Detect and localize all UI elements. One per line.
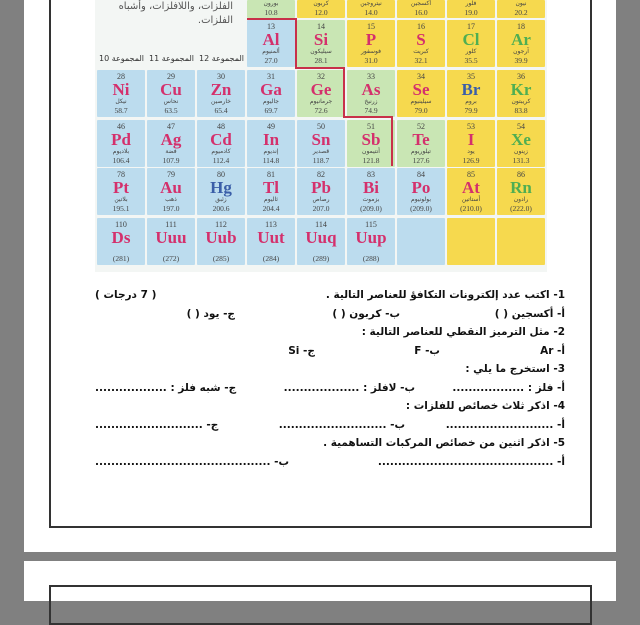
element-name [397,220,445,228]
element-cell [497,168,545,215]
element-name: كادميوم [211,148,231,155]
atomic-number: 14 [317,22,325,31]
worksheet-page [24,0,616,552]
atomic-number: 78 [117,170,125,179]
atomic-mass: 126.9 [462,156,480,165]
element-name: قصدير [312,148,330,155]
element-cell [297,168,345,215]
element-cell [497,120,545,167]
element-cell [297,20,345,67]
atomic-number: 84 [417,170,425,179]
element-symbol: Cd [210,130,232,149]
element-cell [397,0,445,18]
q5-a: أ- ............................................ [377,455,565,468]
atomic-number: 79 [167,170,175,179]
atomic-mass: 207.0 [312,204,330,213]
element-name: نيتروجين [360,0,382,7]
atomic-number: 34 [417,72,425,81]
element-symbol: Ga [260,80,282,99]
element-cell [147,168,195,215]
element-cell [197,168,245,215]
atomic-mass: 63.5 [164,106,178,115]
element-name: نحاس [163,98,179,105]
atomic-mass: 28.1 [314,56,328,65]
element-name: فضة [165,148,177,155]
element-name: سيليكون [310,48,332,55]
q1-a: أ- أكسجين ( ) [494,307,565,320]
atomic-mass: (281) [112,254,130,263]
element-symbol: Ag [160,130,182,149]
metal-nonmetal-divider [295,18,297,68]
atomic-number: 50 [317,122,325,131]
element-symbol: Xe [511,130,531,149]
atomic-mass: 121.8 [362,156,380,165]
group-label: المجموعة 12 [199,54,244,63]
atomic-number: 36 [517,72,525,81]
element-cell [247,70,295,117]
atomic-mass: 204.4 [262,204,280,213]
element-name: جاليوم [263,98,279,105]
element-cell [347,120,395,167]
atomic-mass: 12.0 [314,8,328,17]
atomic-number: 54 [517,122,525,131]
page-border [49,585,592,625]
element-name [297,246,345,254]
atomic-mass: 20.2 [514,8,528,17]
element-symbol: Br [461,80,481,99]
atomic-mass: 107.9 [162,156,180,165]
atomic-mass: (288) [362,254,380,263]
q1-c: ج- يود ( ) [186,307,235,320]
element-symbol: Pb [311,178,331,197]
element-cell [447,120,495,167]
atomic-number: 81 [267,170,275,179]
metal-nonmetal-divider [295,67,345,69]
atomic-number: 18 [517,22,525,31]
atomic-mass: 35.5 [464,56,478,65]
element-name [447,220,495,228]
element-name: زينون [514,148,528,155]
atomic-number: 17 [467,22,475,31]
q4-a: أ- ........................... [445,418,565,431]
element-name [197,246,245,254]
atomic-mass: (284) [262,254,280,263]
element-cell [397,70,445,117]
atomic-number: 110 [115,220,127,229]
element-name: بلاتين [114,196,128,203]
atomic-mass: 39.9 [514,56,528,65]
element-name [97,246,145,254]
atomic-number: 80 [217,170,225,179]
atomic-number: 48 [217,122,225,131]
atomic-mass: (209.0) [410,204,432,213]
q3-c: ج- شبه فلز : .................. [95,381,237,394]
q2-b: ب- F [414,344,440,357]
element-cell [97,70,145,117]
group-label: المجموعة 11 [149,54,194,63]
atomic-mass: 32.1 [414,56,428,65]
element-cell [297,0,345,18]
atomic-number: 29 [167,72,175,81]
atomic-mass: 72.6 [314,106,328,115]
element-symbol: Kr [510,80,532,99]
atomic-mass: 83.8 [514,106,528,115]
group-label: المجموعة 10 [99,54,144,63]
element-name: تيلوريوم [411,148,431,155]
atomic-mass: 19.0 [464,8,478,17]
element-cell [247,218,295,265]
element-name: ذهب [165,196,177,203]
element-name: زئبق [215,196,227,203]
element-cell [297,120,345,167]
element-symbol: At [462,178,480,197]
element-cell [347,70,395,117]
element-name [247,246,295,254]
metal-nonmetal-divider [391,116,393,166]
element-name: سيلينيوم [410,98,432,105]
element-name: زرنيخ [364,98,378,105]
atomic-mass: (210.0) [460,204,482,213]
atomic-number: 30 [217,72,225,81]
element-cell [447,0,495,18]
question-4: 4- اذكر ثلاث خصائص للفلزات : [405,400,565,412]
element-symbol: Uup [355,228,387,247]
atomic-number: 16 [417,22,425,31]
atomic-mass: 195.1 [112,204,130,213]
element-cell [397,120,445,167]
element-name: أنتيمون [362,148,380,155]
element-symbol: S [416,30,426,49]
element-symbol: Zn [210,80,232,99]
element-symbol: Ni [112,80,130,99]
element-symbol: As [361,80,381,99]
element-symbol: Te [412,130,430,149]
element-symbol: Tl [262,178,280,197]
element-symbol: Pt [112,178,130,197]
atomic-mass: 31.0 [364,56,378,65]
atomic-mass: 106.4 [112,156,130,165]
atomic-mass: (222.0) [510,204,532,213]
element-cell [297,70,345,117]
element-cell [247,168,295,215]
intro-text: الفلزات، واللافلزات، وأشباه الفلزات. [118,1,233,26]
next-page [24,561,616,601]
element-name: أستاتين [461,196,481,203]
element-symbol: Uuq [305,228,337,247]
atomic-mass: 10.8 [264,8,278,17]
element-cell [497,70,545,117]
element-name [147,246,195,254]
atomic-mass: 79.0 [414,106,428,115]
element-cell [347,20,395,67]
element-symbol: Ds [111,228,131,247]
atomic-mass: 114.8 [262,156,280,165]
question-5: 5- اذكر اثنين من خصائص المركبات التساهمية . [323,437,565,449]
atomic-number: 114 [315,220,327,229]
question-1: 1- اكتب عدد إلكترونات التكافؤ للعناصر التالية . [325,289,565,301]
q4-c: ج- ........................... [95,418,219,431]
element-cell [247,20,295,67]
atomic-mass: 131.3 [512,156,530,165]
element-cell [197,120,245,167]
atomic-mass: (289) [312,254,330,263]
element-symbol: P [365,30,377,49]
atomic-mass: 200.6 [212,204,230,213]
atomic-mass: 118.7 [312,156,330,165]
element-cell [397,218,445,265]
atomic-mass: 79.9 [464,106,478,115]
element-name: بلاديوم [112,148,130,155]
atomic-number: 32 [317,72,325,81]
element-cell [497,0,545,18]
atomic-number: 35 [467,72,475,81]
element-name: كبريت [413,48,429,55]
element-name: كريبتون [511,98,531,105]
element-name: نيكل [115,98,127,105]
atomic-number: 46 [117,122,125,131]
element-cell [447,20,495,67]
element-name: أكسجين [410,0,432,7]
atomic-number: 49 [267,122,275,131]
element-symbol: Pd [111,130,131,149]
q2-c: ج- Si [288,344,315,357]
element-cell [147,218,195,265]
atomic-mass: 58.7 [114,106,128,115]
atomic-mass: 112.4 [212,156,230,165]
atomic-mass: 69.7 [264,106,278,115]
element-cell [147,120,195,167]
element-symbol: Uut [257,228,285,247]
marks: ( 7 درجات ) [95,289,157,301]
q2-a: أ- Ar [540,344,565,357]
questions [95,286,565,471]
element-cell [247,0,295,18]
atomic-number: 85 [467,170,475,179]
atomic-mass: 14.0 [364,8,378,17]
atomic-number: 52 [417,122,425,131]
atomic-number: 115 [365,220,377,229]
element-symbol: Uuu [155,228,187,247]
element-name: بولونيوم [411,196,431,203]
element-cell [347,218,395,265]
element-name: بورون [263,0,279,7]
element-name: خارصين [211,98,231,105]
element-symbol: Rn [510,178,532,197]
q3-b: ب- لافلز : ................... [283,381,415,394]
element-cell [447,70,495,117]
element-cell [447,218,495,265]
element-name: يود [467,148,475,155]
atomic-number: 28 [117,72,125,81]
atomic-number: 83 [367,170,375,179]
atomic-mass: 27.0 [264,56,278,65]
element-cell [97,168,145,215]
element-symbol: Au [160,178,182,197]
element-symbol: Al [262,30,280,49]
element-name: فلور [465,0,477,7]
element-symbol: Uub [205,228,237,247]
element-name: بزموت [362,196,380,203]
element-symbol: Ge [310,80,332,99]
atomic-mass: 74.9 [364,106,378,115]
element-name: نيون [515,0,527,7]
atomic-number: 33 [367,72,375,81]
atomic-mass: 16.0 [414,8,428,17]
element-name [497,220,545,228]
element-symbol: In [262,130,280,149]
element-cell [147,70,195,117]
element-cell [297,218,345,265]
atomic-number: 31 [267,72,275,81]
element-cell [97,218,145,265]
atomic-number: 112 [215,220,227,229]
atomic-number: 47 [167,122,175,131]
question-2: 2- مثل الترميز النقطي للعناصر التالية : [361,326,565,338]
element-symbol: Si [313,30,329,49]
atomic-mass: 197.0 [162,204,180,213]
metal-nonmetal-divider [343,67,345,117]
element-cell [197,218,245,265]
element-name: آرجون [513,48,529,55]
element-symbol: Sb [361,130,381,149]
element-symbol: Se [412,80,430,99]
element-symbol: Sn [311,130,331,149]
atomic-number: 82 [317,170,325,179]
element-symbol: Po [411,178,431,197]
element-name: كربون [313,0,329,7]
element-name: رادون [513,196,529,203]
metal-nonmetal-divider [247,18,296,20]
atomic-mass: (272) [162,254,180,263]
element-symbol: I [467,130,475,149]
element-symbol: Ar [511,30,531,49]
element-symbol: Cl [462,30,480,49]
atomic-mass: 127.6 [412,156,430,165]
element-cell [397,168,445,215]
element-name: ثاليوم [264,196,278,203]
atomic-number: 15 [367,22,375,31]
question-3: 3- استخرج ما يلي : [465,363,565,375]
q5-b: ب- ............................................ [95,455,290,468]
element-cell [347,0,395,18]
q4-b: ب- ........................... [278,418,405,431]
element-cell [497,20,545,67]
element-name: ألمنيوم [262,48,280,55]
atomic-number: 86 [517,170,525,179]
atomic-mass: (209.0) [360,204,382,213]
element-name: كلور [465,48,477,55]
atomic-number: 53 [467,122,475,131]
atomic-number: 13 [267,22,275,31]
element-cell [247,120,295,167]
element-cell [97,120,145,167]
element-symbol: Cu [160,80,182,99]
atomic-number: 111 [165,220,177,229]
q1-b: ب- كربون ( ) [332,307,400,320]
element-symbol: Hg [210,178,232,197]
element-cell [197,70,245,117]
element-name: فوسفور [360,48,382,55]
element-name: جرمانيوم [309,98,333,105]
element-cell [447,168,495,215]
atomic-number: 113 [265,220,277,229]
element-name: بروم [465,98,477,105]
element-cell [397,20,445,67]
element-name [347,246,395,254]
atomic-number: 51 [367,122,375,131]
atomic-mass: 65.4 [214,106,228,115]
element-cell [497,218,545,265]
periodic-table-image [95,0,547,272]
element-name: رصاص [312,196,330,203]
element-symbol: Bi [362,178,380,197]
q3-a: أ- فلز : .................. [452,381,565,394]
metal-nonmetal-divider [343,116,393,118]
element-cell [347,168,395,215]
element-name: إنديوم [263,148,279,155]
atomic-mass: (285) [212,254,230,263]
